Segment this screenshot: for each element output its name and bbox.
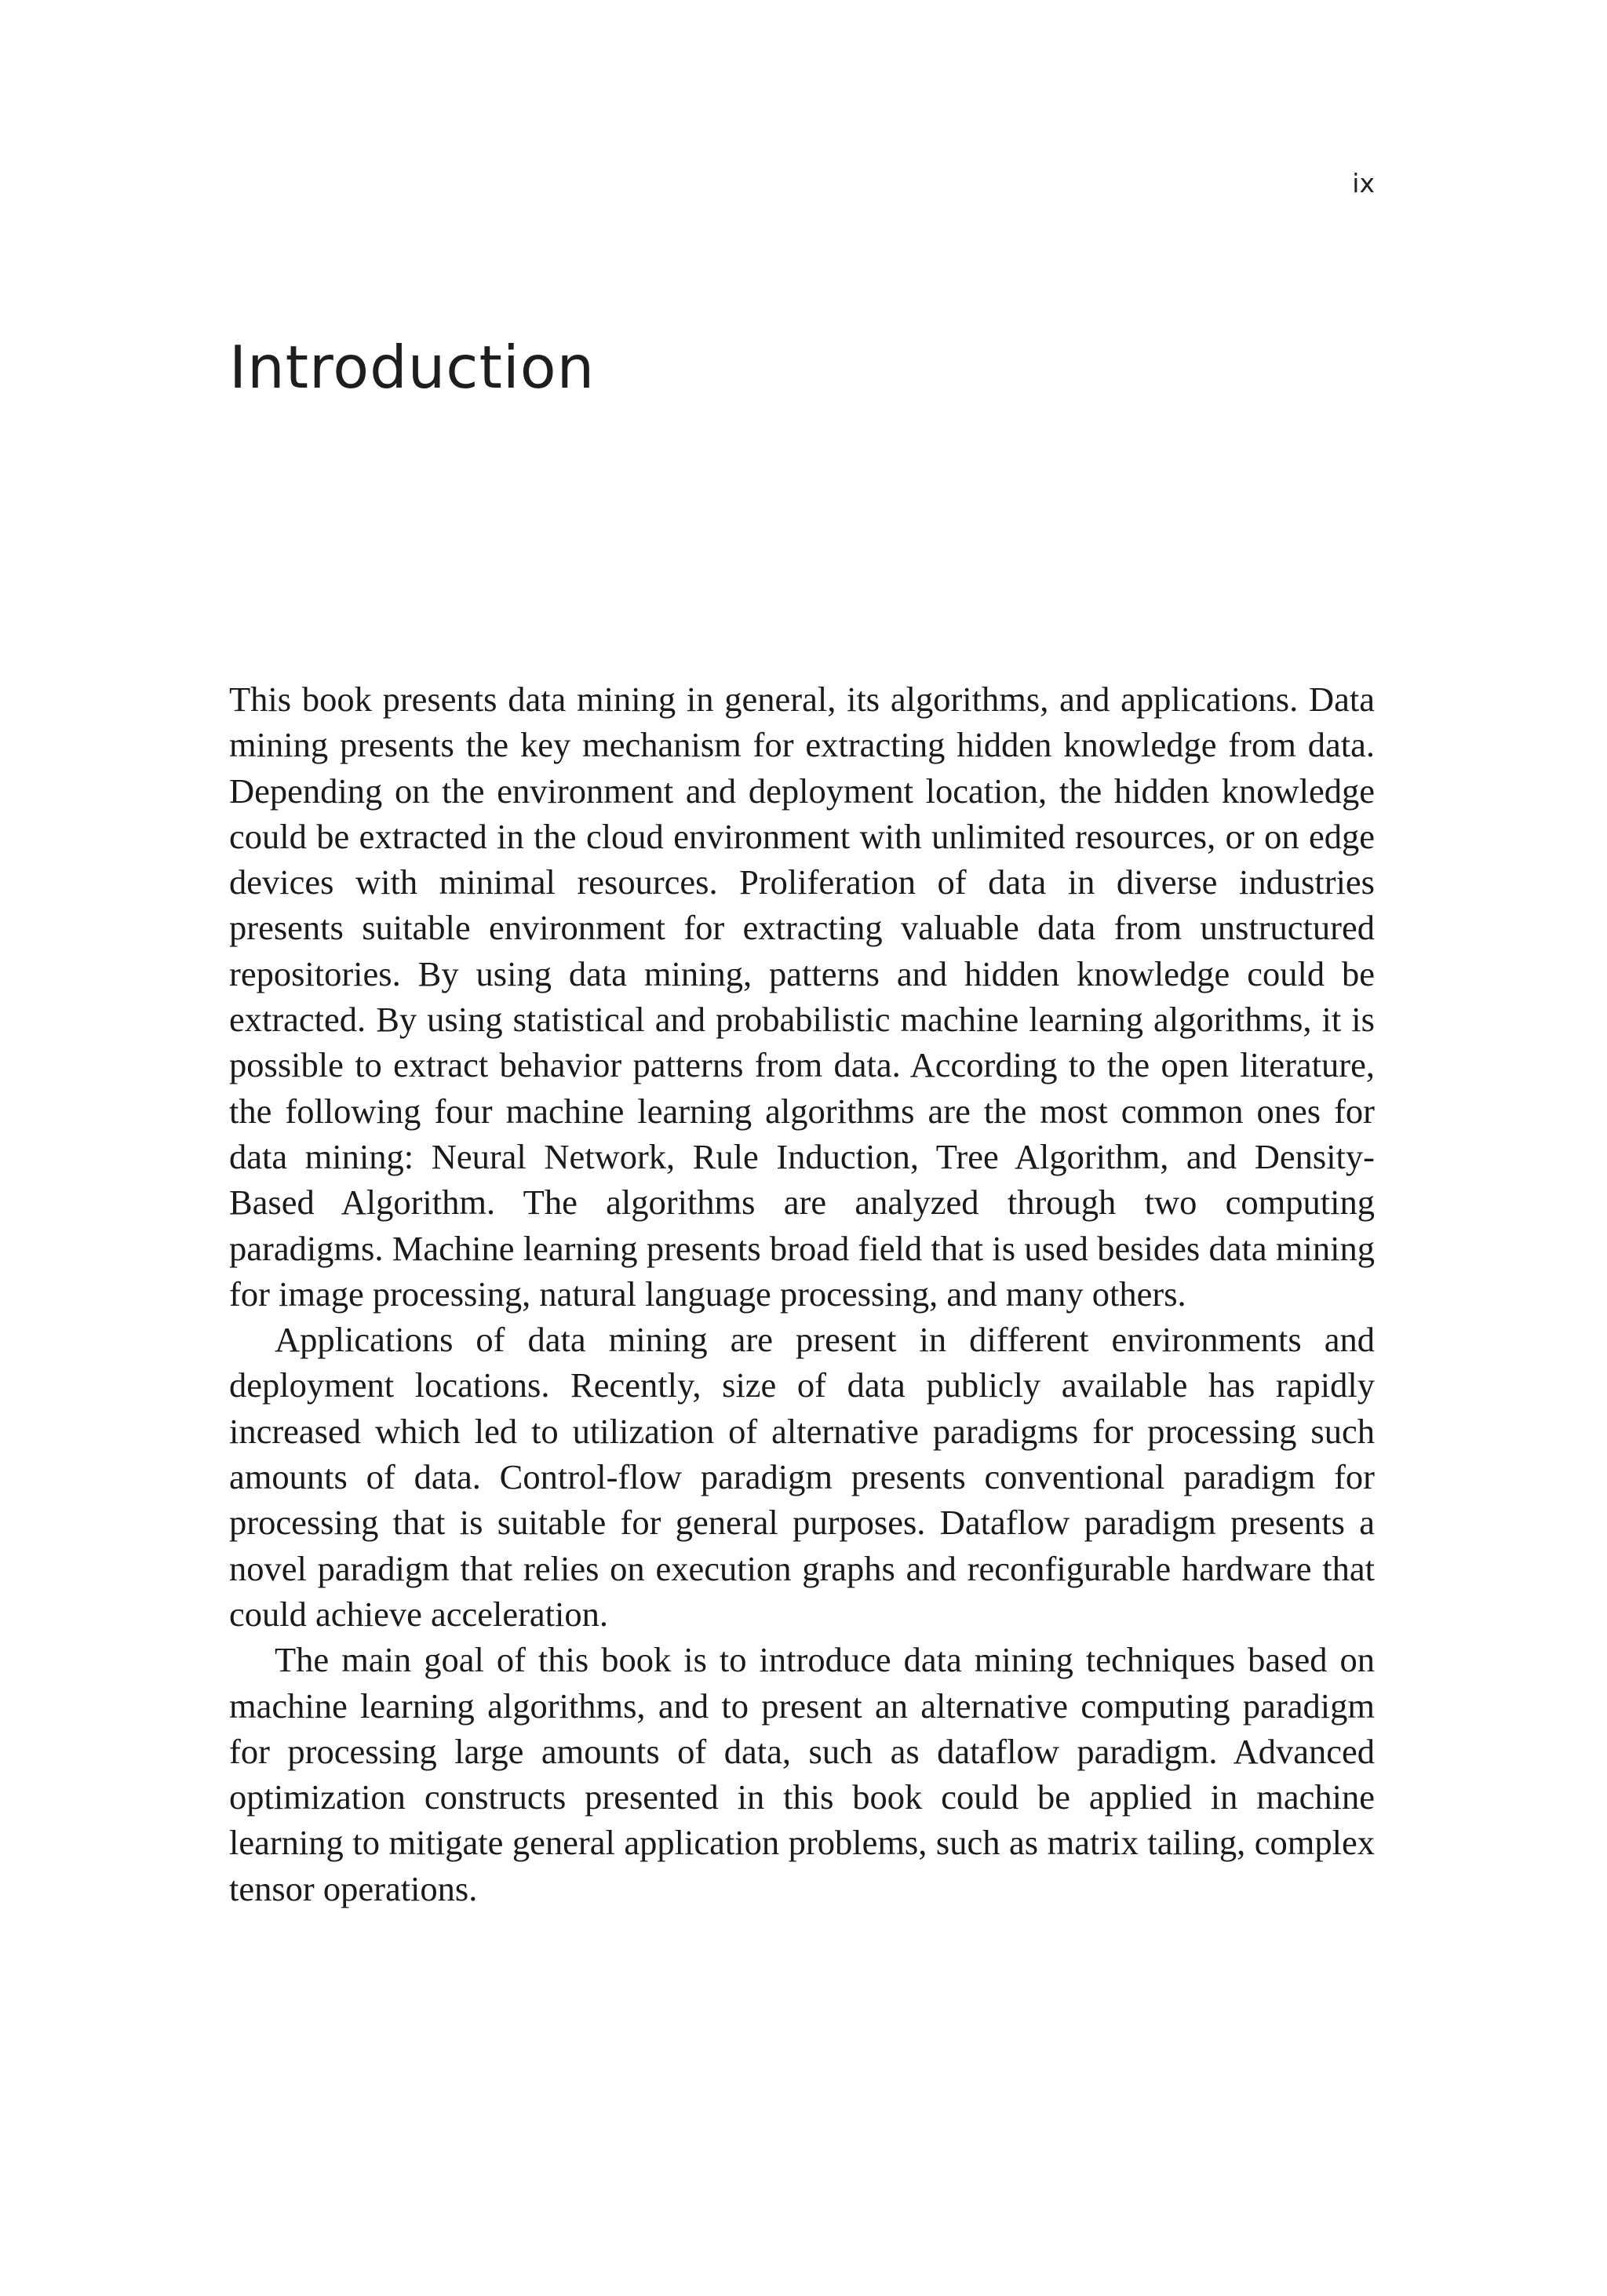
paragraph-applications: Applications of data mining are present in different environments and deployment locations. Recently, size of data publicly available has rapidly increased which led to utilization of alternative paradigms for processing such amounts of data. Control-flow paradigm presents conventional paradigm for processing that is suitable for general purposes. Dataflow paradigm presents a novel paradigm that relies on execution graphs and reconfigurable hardware that could achieve acceleration. (229, 1320, 1375, 1634)
paragraph-goal: The main goal of this book is to introduce data mining techniques based on machine learning algorithms, and to present an alternative computing paradigm for processing large amounts of data, such as dataflow paradigm. Advanced optimization constructs presented in this book could be applied in machine learning to mitigate general application problems, such as matrix tailing, complex tensor operations. (229, 1640, 1375, 1908)
body-text (229, 676, 1375, 1912)
page-number: ix (1352, 168, 1375, 199)
paragraph-overview: This book presents data mining in general, its algorithms, and applications. Data mining presents the key mechanism for extracting hidden knowledge from data. Depending on the environment and deployment location, the hidden knowledge could be extracted in the cloud environment with unlimited resources, or on edge devices with minimal resources. Proliferation of data in diverse industries presents suitable environment for extracting valuable data from unstructured repositories. By using data mining, patterns and hidden knowledge could be extracted. By using statistical and probabilistic machine learning algorithms, it is possible to extract behavior patterns from data. According to the open literature, the following four machine learning algorithms are the most common ones for data mining: Neural Network, Rule Induction, Tree Algorithm, and Density-Based Algorithm. The algorithms are analyzed through two computing paradigms. Machine learning presents broad field that is used besides data mining for image processing, natural language processing, and many others. (229, 680, 1375, 1314)
chapter-title: Introduction (229, 333, 596, 402)
